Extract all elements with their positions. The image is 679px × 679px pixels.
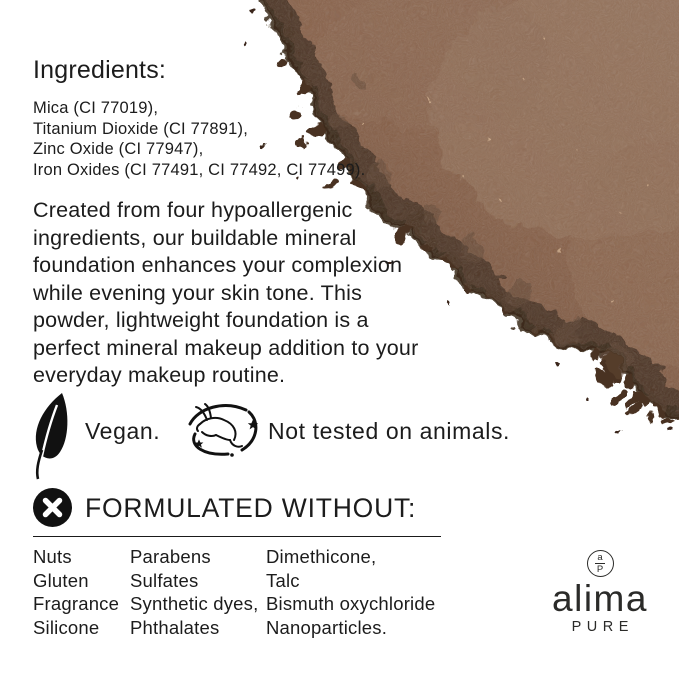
divider xyxy=(33,536,441,537)
brand-name: alima xyxy=(552,578,648,619)
cruelty-free-label: Not tested on animals. xyxy=(268,418,511,444)
ingredient-line: Titanium Dioxide (CI 77891), xyxy=(33,119,248,138)
brand-logo xyxy=(540,550,660,635)
fw-item: Sulfates xyxy=(130,569,199,591)
monogram-top: a xyxy=(597,551,603,563)
description-line: foundation enhances your complexion xyxy=(33,253,403,277)
vegan-label: Vegan. xyxy=(85,418,161,444)
monogram-bottom: P xyxy=(596,564,604,576)
fw-column xyxy=(266,545,435,639)
fw-item: Fragrance xyxy=(33,593,120,614)
product-description xyxy=(33,197,418,390)
fw-item: Parabens xyxy=(130,546,211,567)
fw-item: Talc xyxy=(266,569,300,591)
fw-item: Gluten xyxy=(33,569,89,591)
alima-pure-monogram xyxy=(587,550,614,577)
description-line: Created from four hypoallergenic xyxy=(33,198,353,222)
fw-item: Synthetic dyes, xyxy=(130,593,259,614)
fw-item: Phthalates xyxy=(130,616,220,638)
description-line: everyday makeup routine. xyxy=(33,363,286,387)
formulated-without-list xyxy=(33,545,435,639)
ingredient-line: Zinc Oxide (CI 77947), xyxy=(33,140,204,158)
fw-item: Silicone xyxy=(33,616,100,638)
fw-item: Nuts xyxy=(33,546,72,567)
fw-item: Bismuth oxychloride xyxy=(266,593,436,614)
formulated-without-heading: FORMULATED WITHOUT: xyxy=(85,493,417,523)
fw-item: Dimethicone, xyxy=(266,546,377,567)
fw-column xyxy=(33,545,130,639)
ingredient-line: Iron Oxides (CI 77491, CI 77492, CI 77499). xyxy=(33,160,366,179)
description-line: powder, lightweight foundation is a xyxy=(33,308,369,332)
leaf-icon xyxy=(28,392,76,480)
ingredient-line: Mica (CI 77019), xyxy=(33,99,159,117)
description-line: ingredients, our buildable mineral xyxy=(33,225,357,250)
ingredients-section xyxy=(33,56,365,180)
fw-column xyxy=(130,545,266,639)
fw-item: Nanoparticles. xyxy=(266,616,388,638)
x-circle-icon xyxy=(33,488,72,527)
brand-subname: PURE xyxy=(571,619,634,635)
description-line: while evening your skin tone. This xyxy=(33,280,363,305)
description-line: perfect mineral makeup addition to your xyxy=(33,335,419,360)
ingredients-heading: Ingredients: xyxy=(33,56,167,84)
leaping-bunny-icon xyxy=(186,402,262,458)
